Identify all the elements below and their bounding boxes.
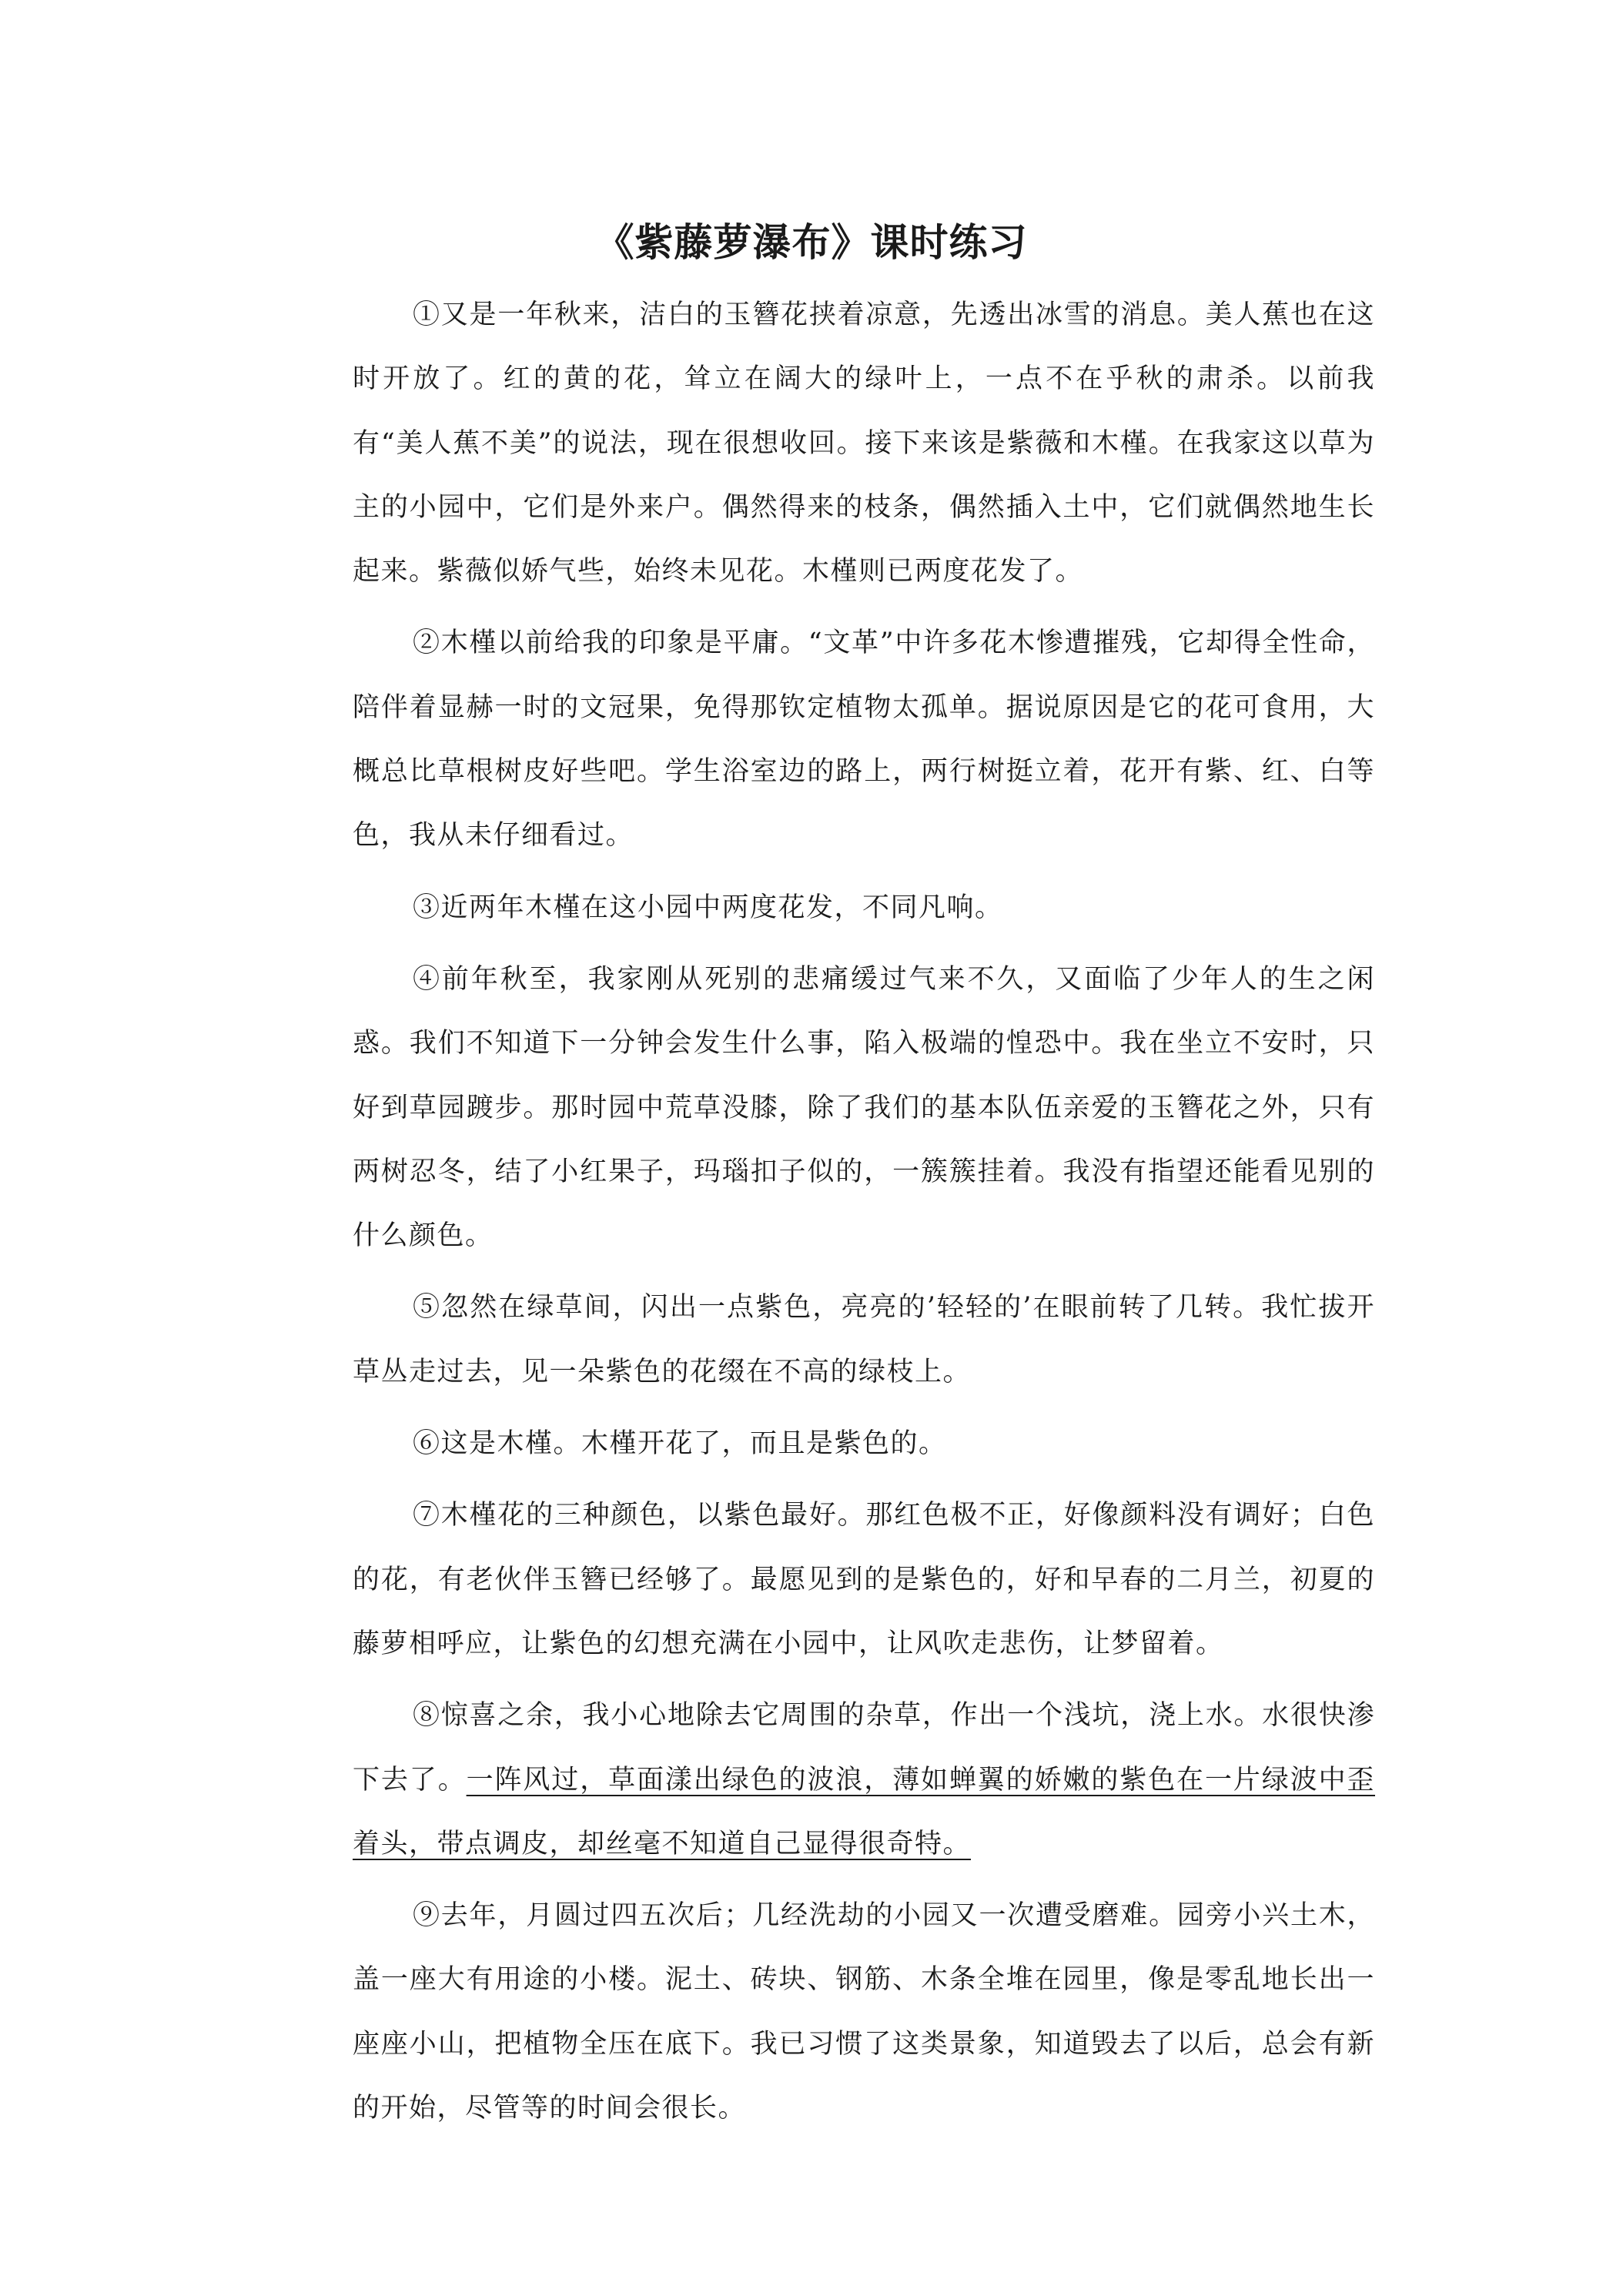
document-body — [353, 283, 1375, 2148]
paragraph-6: ⑥这是木槿。木槿开花了，而且是紫色的。 — [413, 1428, 947, 1460]
paragraph-5: ⑤忽然在绿草间，闪出一点紫色，亮亮的’轻轻的’在眼前转了几转。我忙拔开草丛走过去，见一朵紫色的花缀在不高的绿枝上。 — [353, 1292, 1375, 1387]
paragraph-8-text: ⑧惊喜之余，我小心地除去它周围的杂草，作出一个浅坑，浇上水。水很快渗下去了。 — [353, 1700, 1375, 1796]
document-title: 《紫藤萝瀑布》课时练习 — [595, 220, 1028, 265]
paragraph-4: ④前年秋至，我家刚从死别的悲痛缓过气来不久，又面临了少年人的生之闲惑。我们不知道下一分钟会发生什么事，陷入极端的惶恐中。我在坐立不安时，只好到草园踱步。那时园中荒草没膝，除了我们的基本队伍亲爱的玉簪花之外，只有两树忍冬，结了小红果子，玛瑙扣子似的，一簇簇挂着。我没有指望还能看见别的什么颜色。 — [353, 963, 1375, 1252]
underlined-sentence: 一阵风过，草面漾出绿色的波浪，薄如蝉翼的娇嫩的紫色在一片绿波中歪着头，带点调皮，却丝毫不知道自己显得很奇特。 — [353, 1764, 1375, 1859]
paragraph-9: ⑨去年，月圆过四五次后；几经洗劫的小园又一次遭受磨难。园旁小兴土木，盖一座大有用途的小楼。泥土、砖块、钢筋、木条全堆在园里，像是零乱地长出一座座小山，把植物全压在底下。我已习惯了这类景象，知道毁去了以后，总会有新的开始，尽管等的时间会很长。 — [353, 1900, 1375, 2124]
paragraph-1: ①又是一年秋来，洁白的玉簪花挟着凉意，先透出冰雪的消息。美人蕉也在这时开放了。红的黄的花，耸立在阔大的绿叶上，一点不在乎秋的肃杀。以前我有“美人蕉不美”的说法，现在很想收回。接下来该是紫薇和木槿。在我家这以草为主的小园中，它们是外来户。偶然得来的枝条，偶然插入土中，它们就偶然地生长起来。紫薇似娇气些，始终未见花。木槿则已两度花发了。 — [353, 300, 1375, 587]
paragraph-8 — [353, 1684, 1375, 1876]
paragraph-2: ②木槿以前给我的印象是平庸。“文革”中许多花木惨遭摧残，它却得全性命，陪伴着显赫一时的文冠果，免得那钦定植物太孤单。据说原因是它的花可食用，大概总比草根树皮好些吧。学生浴室边的路上，两行树挺立着，花开有紫、红、白等色，我从未仔细看过。 — [353, 628, 1375, 852]
paragraph-7: ⑦木槿花的三种颜色，以紫色最好。那红色极不正，好像颜料没有调好；白色的花，有老伙伴玉簪已经够了。最愿见到的是紫色的，好和早春的二月兰，初夏的藤萝相呼应，让紫色的幻想充满在小园中，让风吹走悲伤，让梦留着。 — [353, 1500, 1375, 1659]
paragraph-3: ③近两年木槿在这小园中两度花发，不同凡响。 — [413, 892, 1003, 923]
